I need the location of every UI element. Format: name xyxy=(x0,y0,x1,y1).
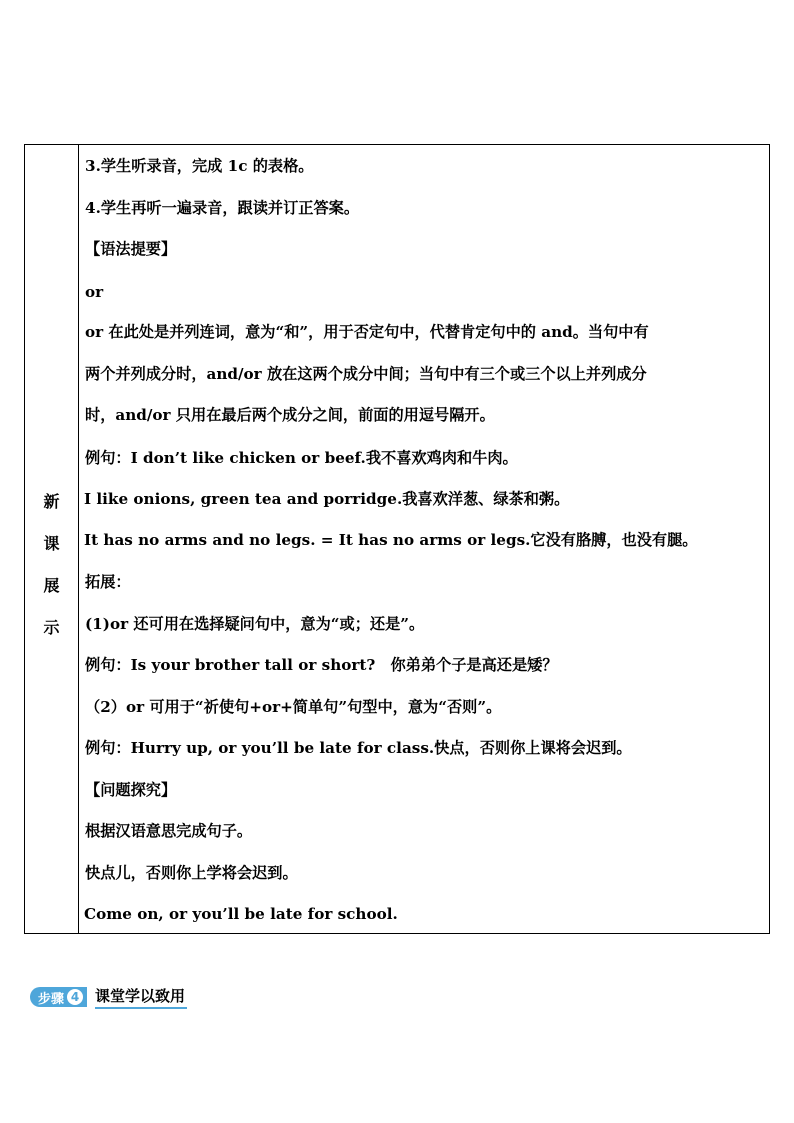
content-line: or 在此处是并列连词，意为“和”，用于否定句中，代替肯定句中的 and。当句中有 xyxy=(85,323,649,341)
content-line: or xyxy=(85,283,104,301)
section-label-char: 新 xyxy=(43,492,60,511)
step-tag-label: 步骤 xyxy=(38,991,65,1007)
content-line: 两个并列成分时，and/or 放在这两个成分中间；当句中有三个或三个以上并列成分 xyxy=(85,365,647,383)
content-line: 例句：Is your brother tall or short? 你弟弟个子是高还是矮？ xyxy=(85,656,558,674)
content-line: Come on, or you’ll be late for school. xyxy=(84,905,398,923)
lesson-table xyxy=(24,144,770,934)
step-number-badge: 4 xyxy=(67,989,83,1005)
section-label-char: 示 xyxy=(43,618,60,637)
content-line: 4.学生再听一遍录音，跟读并订正答案。 xyxy=(85,199,360,217)
section-label-char: 课 xyxy=(43,534,60,553)
content-line: 3.学生听录音，完成 1c 的表格。 xyxy=(85,157,314,175)
section-label-char: 展 xyxy=(43,576,60,595)
grammar-heading: 【语法提要】 xyxy=(85,240,177,258)
section-label-column xyxy=(25,145,79,933)
content-line: 例句：I don’t like chicken or beef.我不喜欢鸡肉和牛肉。 xyxy=(85,449,518,467)
step-header xyxy=(30,986,187,1008)
question-heading: 【问题探究】 xyxy=(85,781,177,799)
step-tag xyxy=(30,987,87,1007)
content-line: It has no arms and no legs. = It has no arms or legs.它没有胳膊，也没有腿。 xyxy=(84,531,698,549)
content-line: 拓展： xyxy=(85,573,131,591)
content-line: 快点儿，否则你上学将会迟到。 xyxy=(85,864,298,882)
step-title: 课堂学以致用 xyxy=(95,985,187,1009)
content-line: (1)or 还可用在选择疑问句中，意为“或；还是”。 xyxy=(85,615,425,633)
section-label xyxy=(25,481,78,649)
content-line: （2）or 可用于“祈使句+or+简单句”句型中，意为“否则”。 xyxy=(85,698,502,716)
content-line: I like onions, green tea and porridge.我喜欢洋葱、绿茶和粥。 xyxy=(84,490,570,508)
content-line: 例句：Hurry up, or you’ll be late for class.快点，否则你上课将会迟到。 xyxy=(85,739,632,757)
content-line: 时，and/or 只用在最后两个成分之间，前面的用逗号隔开。 xyxy=(85,406,495,424)
content-line: 根据汉语意思完成句子。 xyxy=(85,822,253,840)
